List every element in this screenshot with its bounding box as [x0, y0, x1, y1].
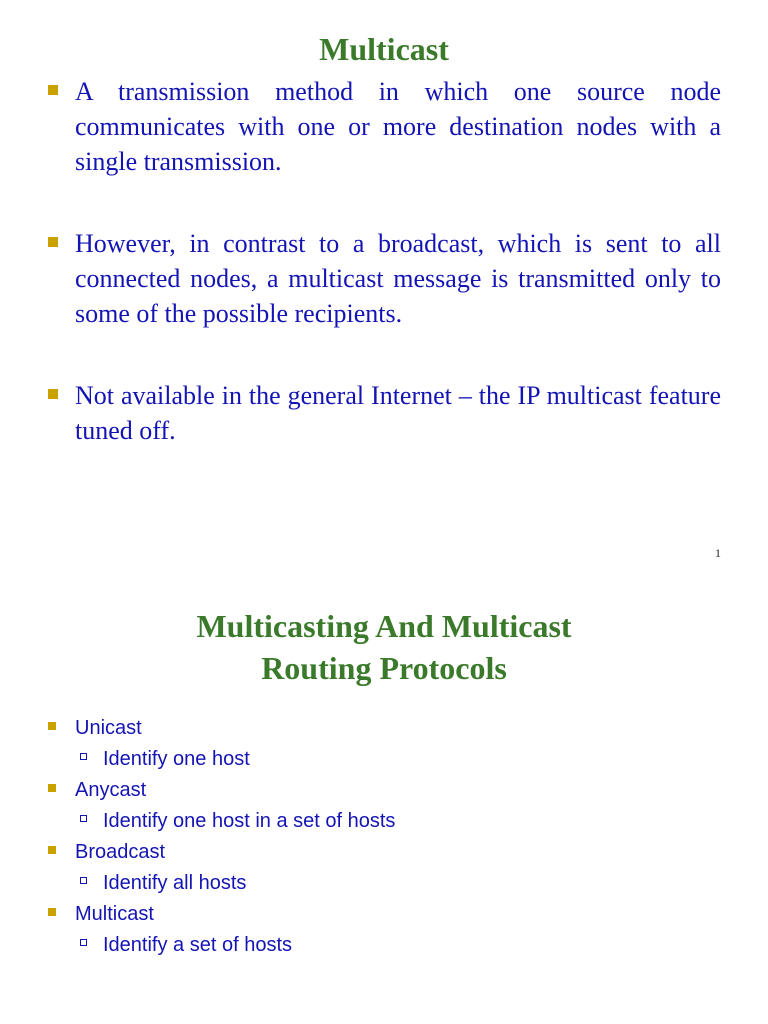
bullet-list [0, 713, 768, 961]
list-item [75, 837, 768, 868]
slide-multicast-routing [0, 570, 768, 1024]
square-bullet-icon [48, 85, 58, 95]
square-bullet-icon [48, 784, 56, 792]
bullet-text: However, in contrast to a broadcast, which is sent to all connected nodes, a multicast message is transmitted only to some of the possible recipients. [75, 229, 721, 328]
hollow-square-bullet-icon [80, 815, 87, 822]
item-label: Broadcast [75, 841, 166, 863]
bullet-text: Not available in the general Internet – the IP multicast feature tuned off. [75, 381, 721, 445]
sub-list-item [103, 930, 768, 961]
square-bullet-icon [48, 908, 56, 916]
list-item [75, 899, 768, 930]
sub-list-item [103, 744, 768, 775]
bullet-item [75, 226, 721, 331]
item-label: Multicast [75, 903, 154, 925]
square-bullet-icon [48, 389, 58, 399]
hollow-square-bullet-icon [80, 753, 87, 760]
bullet-item [75, 74, 721, 179]
item-sub: Identify one host in a set of hosts [103, 810, 396, 832]
list-item [75, 713, 768, 744]
square-bullet-icon [48, 722, 56, 730]
sub-list-item [103, 806, 768, 837]
title-line-1: Multicasting And Multicast [196, 608, 572, 644]
slide-title: Multicast [319, 31, 449, 67]
square-bullet-icon [48, 237, 58, 247]
page-number: 1 [715, 546, 721, 560]
square-bullet-icon [48, 846, 56, 854]
item-label: Anycast [75, 779, 147, 801]
item-sub: Identify all hosts [103, 872, 247, 894]
sub-list-item [103, 868, 768, 899]
bullet-text: A transmission method in which one source node communicates with one or more destination nodes with a single transmission. [75, 77, 721, 176]
hollow-square-bullet-icon [80, 877, 87, 884]
item-sub: Identify one host [103, 748, 250, 770]
list-item [75, 775, 768, 806]
hollow-square-bullet-icon [80, 939, 87, 946]
slide-title [0, 605, 768, 689]
item-label: Unicast [75, 717, 142, 739]
item-sub: Identify a set of hosts [103, 934, 292, 956]
bullet-list [0, 74, 768, 495]
title-line-2: Routing Protocols [261, 650, 507, 686]
bullet-item [75, 378, 721, 448]
